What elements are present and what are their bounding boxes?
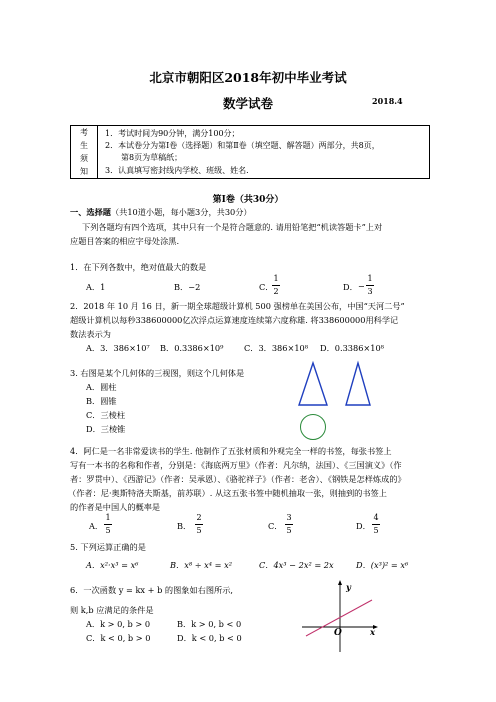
instructions-line-1: 下列各题均有四个选项，其中只有一个是符合题意的. 请用铅笔把“机读答题卡”上对 xyxy=(82,222,383,232)
notice-box xyxy=(70,125,430,179)
exam-subtitle: 数学试卷 xyxy=(222,96,273,111)
q1-c-denominator: 2 xyxy=(273,287,279,296)
q4-line-1: 4．阿仁是一名非常爱读书的学生. 他制作了五张材质和外观完全一样的书签，每张书签上 xyxy=(70,446,392,456)
q1-c-fraction-bar xyxy=(272,285,280,286)
q3-stem: 3. 右图是某个几何体的三视图，则这个几何体是 xyxy=(70,368,245,378)
q1-stem: 1．在下列各数中，绝对值最大的数是 xyxy=(70,262,207,272)
q5-option-d: D．(x³)² = x⁶ xyxy=(356,560,409,570)
q5-option-a: A．x²·x³ = x⁶ xyxy=(86,560,139,570)
q3-option-c: C．三棱柱 xyxy=(86,410,126,420)
q4-b-numerator: 2 xyxy=(196,513,202,522)
q3-option-a: A．圆柱 xyxy=(86,382,117,392)
q4-b-fraction-bar xyxy=(195,524,203,525)
linear-function-graph xyxy=(300,578,380,656)
notice-item-3: 3．认真填写密封线内学校、班级、姓名. xyxy=(105,166,249,175)
three-views-triangles xyxy=(290,360,380,410)
side-view-triangle xyxy=(346,363,370,405)
q4-line-3: 者：罗贯中）、《西游记》（作者：吴承恩）、《骆驼祥子》（作者：老舍）、《钢铁是怎样炼成的》 xyxy=(70,474,406,484)
instructions-line-2: 应题目答案的相应字母处涂黑. xyxy=(70,236,180,246)
q6-option-a: A．k > 0, b > 0 xyxy=(86,619,151,629)
x-axis-label: x xyxy=(370,628,376,638)
q4-option-d: D． xyxy=(356,521,371,531)
q1-d-numerator: 1 xyxy=(367,274,373,283)
q2-line-3: 数法表示为 xyxy=(70,329,111,339)
part-description: （共10道小题，每小题3分，共30分） xyxy=(110,207,252,217)
q4-a-numerator: 1 xyxy=(105,513,111,522)
y-axis-label: y xyxy=(346,583,351,593)
q4-line-4: （作者：尼·奥斯特洛夫斯基，前苏联）. 从这五张书签中随机抽取一张，则抽到的书签上 xyxy=(68,488,387,498)
y-axis-arrow xyxy=(338,580,342,585)
q1-option-b: B．−2 xyxy=(174,282,201,292)
q5-option-b: B．x⁸ ÷ x⁴ = x² xyxy=(170,560,233,570)
q4-option-b: B． xyxy=(177,521,192,531)
q4-b-denominator: 5 xyxy=(196,526,202,535)
q6-option-c: C．k < 0, b > 0 xyxy=(86,633,151,643)
q2-line-1: 2．2018 年 10 月 16 日，新一期全球超级计算机 500 强榜单在美国公布，中国“天河二号” xyxy=(70,301,405,311)
q4-a-denominator: 5 xyxy=(105,526,111,535)
section-title: 第Ⅰ卷（共30分） xyxy=(212,195,284,205)
q6-stem: 6．一次函数 y = kx + b 的图象如右图所示, xyxy=(70,585,234,595)
notice-item-2: 2．本试卷分为第Ⅰ卷（选择题）和第Ⅱ卷（填空题、解答题）两部分，共8页， xyxy=(105,141,380,150)
q4-d-numerator: 4 xyxy=(373,513,379,522)
q4-c-fraction-bar xyxy=(285,524,293,525)
q4-c-numerator: 3 xyxy=(286,513,292,522)
q2-option-c: C．3．386×10⁸ xyxy=(244,343,309,353)
q1-d-denominator: 3 xyxy=(367,287,373,296)
q3-option-d: D．三棱锥 xyxy=(86,424,126,434)
q2-line-2: 超级计算机以每秒338600000亿次浮点运算速度连续第六度称雄. 将338600000用科学记 xyxy=(70,315,399,325)
notice-label-char: 生 xyxy=(80,141,88,150)
q6-line-2: 则 k,b 应满足的条件是 xyxy=(70,605,154,615)
q1-option-c: C． xyxy=(259,282,274,292)
q6-option-b: B．k > 0, b < 0 xyxy=(177,619,242,629)
q6-option-d: D．k < 0, b < 0 xyxy=(177,633,242,643)
front-view-triangle xyxy=(299,363,327,405)
q4-line-2: 写有一本书的名称和作者，分别是：《海底两万里》（作者：凡尔纳，法国）、《三国演义》（作 xyxy=(70,460,402,470)
notice-label-column xyxy=(71,126,98,178)
notice-item-1: 1．考试时间为90分钟，满分100分； xyxy=(105,129,240,138)
notice-item-2-cont: 第8页为草稿纸； xyxy=(121,153,183,162)
q2-option-a: A．3．386×10⁷ xyxy=(86,343,150,353)
q2-option-d: D．0.3386×10⁸ xyxy=(320,343,384,353)
q2-option-b: B．0.3386×10⁹ xyxy=(160,343,224,353)
notice-label-char: 考 xyxy=(80,128,88,137)
q4-option-a: A． xyxy=(89,521,104,531)
q1-d-fraction-bar xyxy=(366,285,374,286)
part-heading xyxy=(70,207,252,217)
q4-line-5: 的作者是中国人的概率是 xyxy=(70,502,161,512)
part-label: 一、选择题 xyxy=(70,207,111,217)
q4-option-c: C． xyxy=(268,521,283,531)
q1-d-sign: − xyxy=(358,281,365,291)
origin-label: O xyxy=(334,628,342,638)
q5-option-c: C．4x³ − 2x² = 2x xyxy=(259,560,334,570)
q1-option-a: A．1 xyxy=(86,282,106,292)
notice-label-char: 知 xyxy=(80,167,88,176)
q4-d-fraction-bar xyxy=(372,524,380,525)
exam-title: 北京市朝阳区2018年初中毕业考试 xyxy=(149,70,347,85)
q1-c-numerator: 1 xyxy=(273,274,279,283)
q1-option-d: D． xyxy=(343,282,358,292)
q3-option-b: B．圆锥 xyxy=(86,396,117,406)
q4-d-denominator: 5 xyxy=(373,526,379,535)
top-view-circle xyxy=(300,414,326,440)
q4-c-denominator: 5 xyxy=(286,526,292,535)
q4-a-fraction-bar xyxy=(104,524,112,525)
q5-stem: 5. 下列运算正确的是 xyxy=(70,542,146,552)
exam-date: 2018.4 xyxy=(372,96,403,106)
notice-label-char: 须 xyxy=(80,154,88,163)
